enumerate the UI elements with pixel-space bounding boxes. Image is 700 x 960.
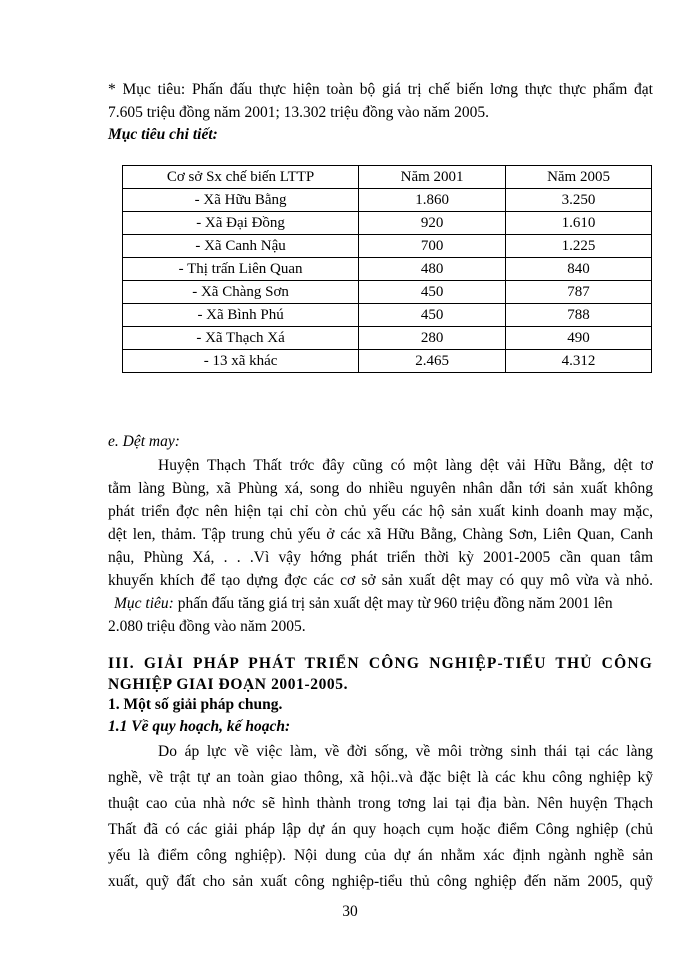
header-year-2001: Năm 2001 bbox=[359, 166, 506, 189]
textile-paragraph-line: tằm làng Bùng, xã Phùng xá, song do nhiều nguyên nhân dẫn tới sản xuất không bbox=[108, 480, 653, 497]
processing-targets-table bbox=[122, 165, 652, 373]
header-year-2005: Năm 2005 bbox=[506, 166, 652, 189]
planning-paragraph-line: thuật cao của nhà nớc sẽ hình thành trong tơng lai tại địa bàn. Nên huyện Thạch bbox=[108, 795, 653, 812]
planning-paragraph-line: yếu là điểm công nghiệp). Nội dung của dự án nhằm xác định ngành nghề sản bbox=[108, 847, 653, 864]
header-facility: Cơ sở Sx chế biến LTTP bbox=[123, 166, 359, 189]
section-heading-line-1: III. GIẢI PHÁP PHÁT TRIỂN CÔNG NGHIỆP-TIỂU THỦ CÔNG bbox=[108, 655, 653, 672]
textile-paragraph-line: nậu, Phùng Xá, . . .Vì vậy hớng phát triển thời kỳ 2001-2005 cần quan tâm bbox=[108, 549, 653, 566]
planning-paragraph-line: nghề, về trật tự an toàn giao thông, xã hội..và đặc biệt là các khu công nghiệp kỹ bbox=[108, 769, 653, 786]
section-heading-line-2: NGHIỆP GIAI ĐOẠN 2001-2005. bbox=[108, 676, 349, 693]
row-value-2005: 1.610 bbox=[506, 212, 652, 235]
table-row bbox=[123, 235, 652, 258]
detail-goal-label: Mục tiêu chi tiết: bbox=[108, 126, 218, 143]
subsection-1-1-heading: 1.1 Về quy hoạch, kế hoạch: bbox=[108, 718, 291, 735]
textile-goal-text: phấn đấu tăng giá trị sản xuất dệt may từ 960 triệu đồng năm 2001 lên bbox=[173, 595, 613, 612]
planning-paragraph-line: xuất, quỹ đất cho sản xuất công nghiệp-tiểu thủ công nghiệp đến năm 2005, quỹ bbox=[108, 873, 653, 890]
table-header-row bbox=[123, 166, 652, 189]
page-number: 30 bbox=[342, 903, 358, 920]
textile-paragraph-line: Huyện Thạch Thất trớc đây cũng có một làng dệt vải Hữu Bằng, dệt tơ bbox=[158, 457, 653, 474]
intro-line-1: * Mục tiêu: Phấn đấu thực hiện toàn bộ giá trị chế biến lơng thực thực phẩm đạt bbox=[108, 81, 653, 98]
table-row bbox=[123, 212, 652, 235]
row-facility: - Xã Chàng Sơn bbox=[123, 281, 359, 304]
row-value-2005: 490 bbox=[506, 327, 652, 350]
subsection-heading: 1. Một số giải pháp chung. bbox=[108, 696, 283, 713]
row-value-2005: 788 bbox=[506, 304, 652, 327]
row-value-2001: 2.465 bbox=[359, 350, 506, 373]
table-row bbox=[123, 258, 652, 281]
intro-line-2: 7.605 triệu đồng năm 2001; 13.302 triệu đồng vào năm 2005. bbox=[108, 104, 489, 121]
row-facility: - Xã Bình Phú bbox=[123, 304, 359, 327]
textile-section-title: e. Dệt may: bbox=[108, 433, 180, 450]
row-value-2001: 480 bbox=[359, 258, 506, 281]
row-value-2005: 4.312 bbox=[506, 350, 652, 373]
row-value-2001: 920 bbox=[359, 212, 506, 235]
table-row bbox=[123, 327, 652, 350]
row-facility: - Xã Đại Đồng bbox=[123, 212, 359, 235]
row-value-2001: 450 bbox=[359, 304, 506, 327]
row-facility: - 13 xã khác bbox=[123, 350, 359, 373]
row-facility: - Xã Hữu Bằng bbox=[123, 189, 359, 212]
textile-paragraph-line: dệt len, thảm. Tập trung chủ yếu ở các xã Hữu Bằng, Chàng Sơn, Liên Quan, Canh bbox=[108, 526, 653, 543]
row-facility: - Thị trấn Liên Quan bbox=[123, 258, 359, 281]
row-value-2005: 3.250 bbox=[506, 189, 652, 212]
row-value-2001: 280 bbox=[359, 327, 506, 350]
row-value-2005: 787 bbox=[506, 281, 652, 304]
row-value-2005: 1.225 bbox=[506, 235, 652, 258]
row-value-2005: 840 bbox=[506, 258, 652, 281]
textile-goal-line bbox=[114, 593, 653, 615]
textile-goal-line-2: 2.080 triệu đồng vào năm 2005. bbox=[108, 618, 306, 635]
planning-paragraph-line: Do áp lực về việc làm, về đời sống, về môi trờng sinh thái tại các làng bbox=[158, 743, 653, 760]
row-value-2001: 450 bbox=[359, 281, 506, 304]
textile-paragraph-line: khuyến khích để tạo dựng đợc các cơ sở sản xuất dệt may có quy mô vừa và nhỏ. bbox=[108, 572, 653, 589]
row-facility: - Xã Thạch Xá bbox=[123, 327, 359, 350]
textile-paragraph-line: phát triển đợc nên hiện tại chỉ còn chủ yếu các hộ sản xuất kinh doanh may mặc, bbox=[108, 503, 653, 520]
row-value-2001: 1.860 bbox=[359, 189, 506, 212]
table-row bbox=[123, 350, 652, 373]
row-facility: - Xã Canh Nậu bbox=[123, 235, 359, 258]
table-row bbox=[123, 189, 652, 212]
table-row bbox=[123, 304, 652, 327]
table-row bbox=[123, 281, 652, 304]
planning-paragraph-line: Thất đã có các giải pháp lập dự án quy hoạch cụm hoặc điểm Công nghiệp (chủ bbox=[108, 821, 653, 838]
textile-goal-label: Mục tiêu: bbox=[114, 595, 174, 612]
row-value-2001: 700 bbox=[359, 235, 506, 258]
